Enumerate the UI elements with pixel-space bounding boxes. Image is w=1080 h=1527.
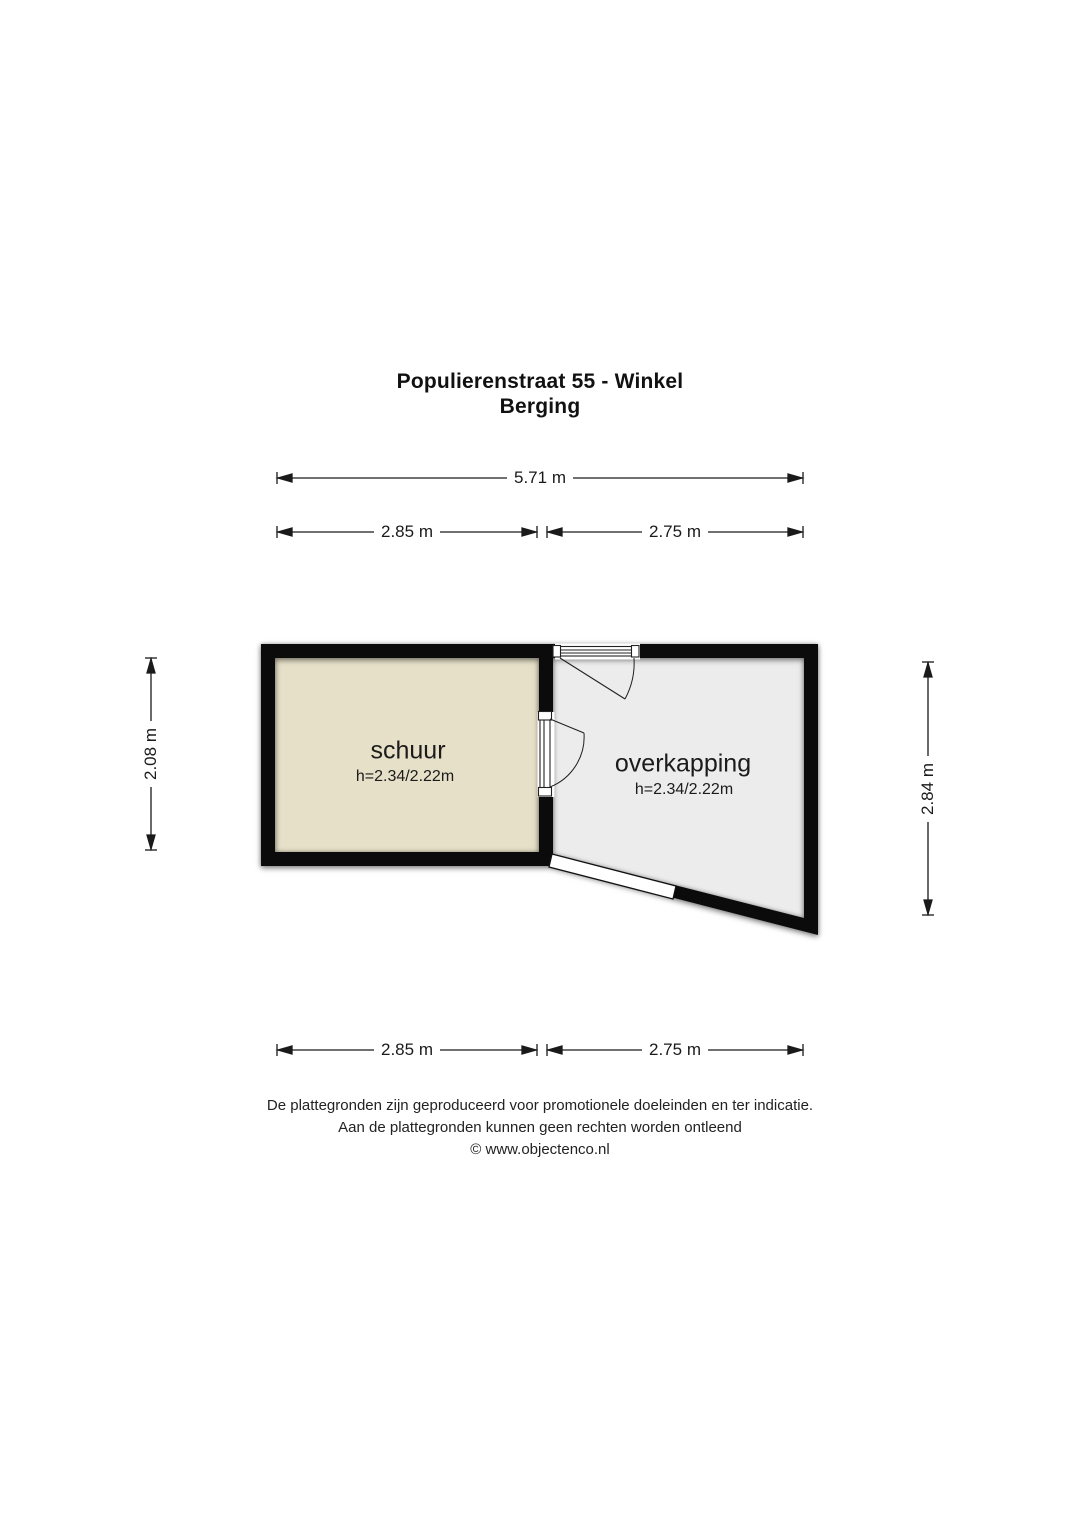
footer-line3: © www.objectenco.nl: [470, 1141, 610, 1158]
dim-bottom-left: 2.85 m: [374, 1040, 440, 1060]
footer-line2: Aan de plattegronden kunnen geen rechten worden ontleend: [338, 1119, 742, 1136]
dim-top-left: 2.85 m: [374, 522, 440, 542]
dim-bottom-right: 2.75 m: [642, 1040, 708, 1060]
dim-left-side: 2.08 m: [141, 721, 161, 787]
plan-title-line1: Populierenstraat 55 - Winkel: [396, 370, 684, 393]
room-name-schuur: schuur: [370, 736, 446, 765]
room-name-overkapping: overkapping: [614, 749, 752, 778]
room-height-overkapping: h=2.34/2.22m: [634, 781, 734, 798]
footer-disclaimer: [0, 1095, 1080, 1161]
dim-top-total: 5.71 m: [507, 468, 573, 488]
room-height-schuur: h=2.34/2.22m: [355, 768, 455, 785]
dim-right-side: 2.84 m: [918, 756, 938, 822]
plan-title-line2: Berging: [499, 395, 581, 418]
footer-line1: De plattegronden zijn geproduceerd voor promotionele doeleinden en ter indicatie.: [266, 1097, 814, 1114]
dim-top-right: 2.75 m: [642, 522, 708, 542]
